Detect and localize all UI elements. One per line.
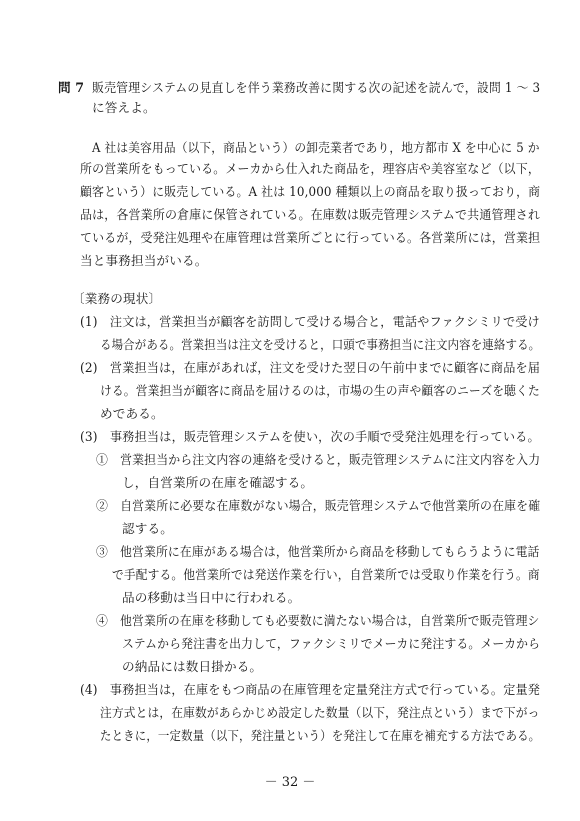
intro-line-5: ているが，受発注処理や在庫管理は営業所ごとに行っている。各営業所には，営業担 <box>80 230 541 245</box>
intro-line-4: 品は，各営業所の倉庫に保管されている。在庫数は販売管理システムで共通管理され <box>80 207 541 222</box>
step-2-line-2: 認する。 <box>122 521 173 536</box>
item-1-line-1: (1) 注文は，営業担当が顧客を訪問して受ける場合と，電話やファクシミリで受け <box>80 314 540 329</box>
item-4-line-1: (4) 事務担当は，在庫をもつ商品の在庫管理を定量発注方式で行っている。定量発 <box>80 682 541 697</box>
step-1-line-2: し，自営業所の在庫を確認する。 <box>122 475 314 490</box>
question-label: 問 7 <box>58 80 85 95</box>
question-text-line-2: に答えよ。 <box>92 100 156 115</box>
step-2-line-1: ② 自営業所に必要な在庫数がない場合，販売管理システムで他営業所の在庫を確 <box>96 498 541 513</box>
step-4-line-1: ④ 他営業所の在庫を移動しても必要数に満たない場合は，自営業所で販売管理シ <box>96 613 540 628</box>
item-3-line-1: (3) 事務担当は，販売管理システムを使い，次の手順で受発注処理を行っている。 <box>80 429 540 444</box>
step-1-line-1: ① 営業担当から注文内容の連絡を受けると，販売管理システムに注文内容を入力 <box>96 452 541 467</box>
intro-line-2: 所の営業所をもっている。メーカから仕入れた商品を，理容店や美容室など（以下， <box>80 161 541 176</box>
step-3-line-1: ③ 他営業所に在庫がある場合は，他営業所から商品を移動してもらうように電話 <box>96 544 540 559</box>
item-2-line-3: めである。 <box>100 406 164 421</box>
intro-line-1: A 社は美容用品（以下，商品という）の卸売業者であり，地方都市 X を中心に 5 か <box>92 140 540 155</box>
step-3-line-3: 品の移動は当日中に行われる。 <box>122 590 301 605</box>
step-4-line-2: ステムから発注書を出力して，ファクシミリでメーカに発注する。メーカから <box>122 636 541 651</box>
item-4-line-2: 注方式とは，在庫数があらかじめ設定した数量（以下，発注点という）まで下がっ <box>100 705 540 720</box>
item-1-line-2: る場合がある。営業担当は注文を受けると，口頭で事務担当に注文内容を連絡する。 <box>100 337 541 352</box>
intro-line-6: 当と事務担当がいる。 <box>80 253 208 268</box>
item-2-line-2: ける。営業担当が顧客に商品を届けるのは，市場の生の声や顧客のニーズを聴くた <box>100 383 540 398</box>
section-title: 〔業務の現状〕 <box>72 291 162 306</box>
step-4-line-3: の納品には数日掛かる。 <box>122 659 263 674</box>
intro-line-3: 顧客という）に販売している。A 社は 10,000 種類以上の商品を取り扱っており，商 <box>80 184 541 199</box>
item-2-line-1: (2) 営業担当は，在庫があれば，注文を受けた翌日の午前中までに顧客に商品を届 <box>80 360 541 375</box>
page-number: － 32 － <box>264 775 316 790</box>
item-4-line-3: たときに，一定数量（以下，発注量という）を発注して在庫を補充する方法である。 <box>100 728 541 743</box>
step-3-line-2: で手配する。他営業所では発送作業を行い，自営業所では受取り作業を行う。商 <box>112 567 540 582</box>
question-text-line-1: 販売管理システムの見直しを伴う業務改善に関する次の記述を読んで，設問 1 ～ 3 <box>92 80 541 95</box>
